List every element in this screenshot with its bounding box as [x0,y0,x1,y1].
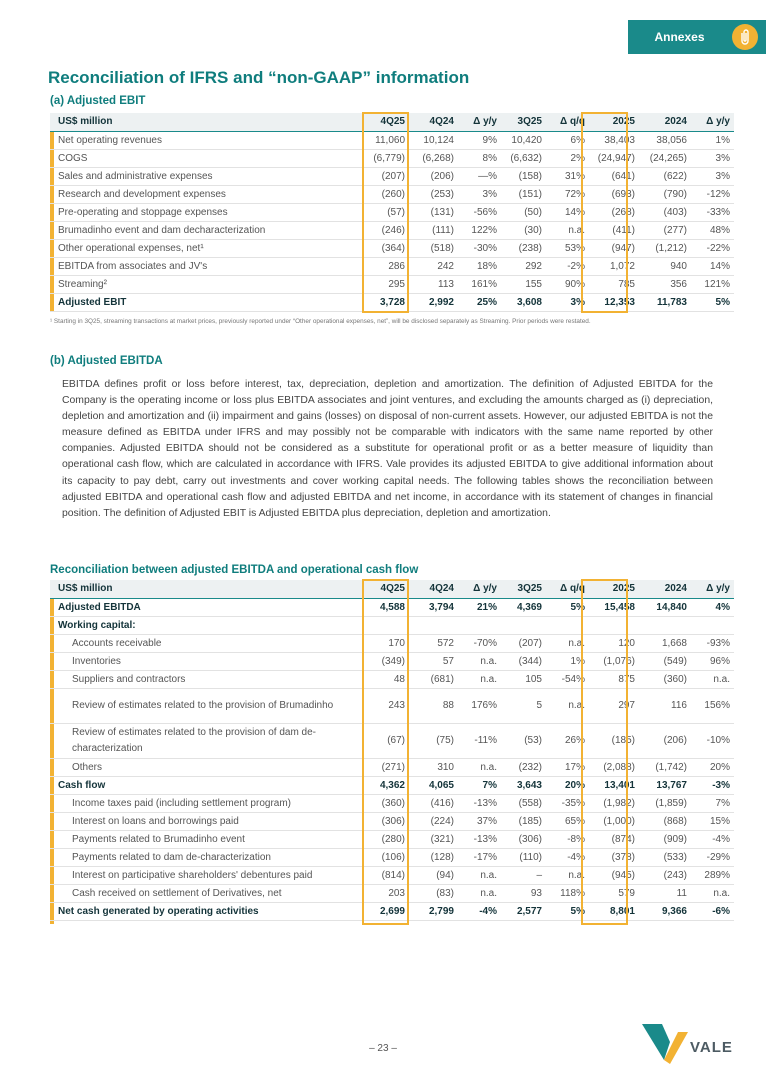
table-cell: 295 [388,278,405,290]
table-cell: (1,859) [655,797,687,809]
column-header: 4Q24 [429,583,454,595]
table-cell: (909) [663,833,687,845]
table-cell: 72% [564,188,585,200]
page-number: – 23 – [369,1043,397,1054]
table-cell: 31% [564,170,585,182]
row-label: Suppliers and contractors [72,673,186,685]
table-cell: (94) [436,869,454,881]
table-cell: (364) [381,242,405,254]
table-cell: -33% [706,206,730,218]
row-label: Cash flow [58,779,106,791]
table-cell: 8,801 [609,905,635,917]
row-label: Inventories [72,655,121,667]
table-cell: 10,420 [511,134,542,146]
table-cell: (224) [430,815,454,827]
column-header: 3Q25 [517,116,542,128]
table-row [50,203,734,221]
table-cell: 96% [709,655,730,667]
table-row [50,866,734,884]
section-c-title: Reconciliation between adjusted EBITDA and operational cash flow [50,564,419,576]
table-cell: -4% [712,833,730,845]
table-cell: -10% [706,735,730,746]
table-cell: 11,060 [375,134,405,146]
table-cell [589,616,639,634]
table-cell: -13% [473,833,497,845]
table-cell: -29% [706,851,730,863]
table-cell: (271) [381,761,405,773]
row-label: Income taxes paid (including settlement program) [72,797,291,809]
table-cell: 118% [560,887,585,899]
row-label: Brumadinho event and dam decharacterization [58,224,266,236]
table-cell: 11 [676,887,687,899]
table-cell: 2,799 [428,905,454,917]
column-header: Δ y/y [473,583,497,595]
row-label: Adjusted EBIT [58,296,127,308]
table-cell: 2,577 [516,905,542,917]
row-label: Accounts receivable [72,637,162,649]
table-cell: 176% [471,700,497,711]
table-cell: -56% [473,206,497,218]
table-cell [639,616,691,634]
table-cell: 875 [618,673,635,685]
table-cell: (50) [524,206,542,218]
row-label: Review of estimates related to the provision of dam de-characterization [72,726,317,754]
table-cell: 2,992 [428,296,454,308]
table-cell: (260) [381,188,405,200]
row-label: Sales and administrative expenses [58,170,213,182]
row-label: Research and development expenses [58,188,226,200]
table-cell: —% [478,170,497,182]
table-cell: 90% [564,278,585,290]
table-cell: 3% [715,170,730,182]
table-cell: (874) [611,833,635,845]
table-cell: (416) [430,797,454,809]
table-cell: 170 [388,637,405,649]
table-row [50,670,734,688]
table-cell: 356 [670,278,687,290]
column-header: Δ q/q [560,116,585,128]
table-cell: 37% [476,815,497,827]
table-cell: 203 [388,887,405,899]
table-cell: (641) [611,170,635,182]
table-row [50,185,734,203]
table-cell: 297 [618,700,635,711]
table-cell: 57 [442,655,454,667]
table-cell: n.a. [568,637,585,649]
table-cell: (53) [524,735,542,746]
table-row [50,257,734,275]
table-cell: (518) [430,242,454,254]
table-cell: (131) [430,206,454,218]
row-label: COGS [58,152,88,164]
table-cell: 13,767 [656,779,687,791]
table-cell: -12% [706,188,730,200]
table-cell: 14,840 [656,601,687,613]
row-label: Other operational expenses, net¹ [58,242,204,254]
table-row [50,131,734,149]
table-cell [501,616,546,634]
table-cell: 20% [564,779,585,791]
table-cell: 1,072 [609,260,635,272]
table-cell: 15,458 [604,601,635,613]
table-cell: (1,742) [655,761,687,773]
table-cell: (151) [518,188,542,200]
table-cell: 120 [618,637,635,649]
table-cell: (403) [663,206,687,218]
table-cell: (306) [381,815,405,827]
column-header: 2025 [612,116,635,128]
table-cell: (1,000) [603,815,635,827]
row-label: EBITDA from associates and JV's [58,260,208,272]
table-cell: 122% [471,224,497,236]
table-cell: -22% [706,242,730,254]
table-cell: 8% [482,152,497,164]
table-row [50,758,734,776]
table-cell: 88 [442,700,454,711]
table-cell: (253) [430,188,454,200]
table-cell: -93% [706,637,730,649]
table-cell: (321) [430,833,454,845]
table-cell: (1,076) [603,655,635,667]
table-cell: 2,699 [379,905,405,917]
table-cell: 155 [525,278,542,290]
table-cell: 21% [476,601,497,613]
table-cell: (57) [387,206,405,218]
table-row [50,884,734,902]
table-cell: -6% [712,905,730,917]
table-cell: (185) [611,735,635,746]
table-cell: 17% [564,761,585,773]
column-header: 4Q25 [380,583,405,595]
table-cell: (6,779) [373,152,405,164]
table-row [50,723,734,758]
table-cell: n.a. [713,887,730,899]
table-cell: 3,643 [516,779,542,791]
row-label: Payments related to Brumadinho event [72,833,245,845]
table-cell: 7% [482,779,497,791]
row-label: Interest on loans and borrowings paid [72,815,239,827]
table-cell: 3% [482,188,497,200]
table-cell: (945) [611,869,635,881]
table-cell: n.a. [568,869,585,881]
table-cell: 1,668 [661,637,687,649]
table-cell: 121% [704,278,730,290]
table-cell: 25% [476,296,497,308]
table-cell: 3,608 [516,296,542,308]
table-cell: 4,065 [428,779,454,791]
row-label: Payments related to dam de-characterization [72,851,271,863]
table-cell: (349) [381,655,405,667]
table-cell: 113 [438,278,454,290]
table-cell: 11,783 [656,296,687,308]
table-row [50,634,734,652]
table-cell: n.a. [480,887,497,899]
table-cell: 48 [393,673,405,685]
row-label: Adjusted EBITDA [58,601,141,613]
table-cell: (206) [663,735,687,746]
table-cell: n.a. [713,673,730,685]
table-cell: 3% [570,296,585,308]
table-cell [691,616,734,634]
table-cell: (83) [436,887,454,899]
table-cell: 9,366 [661,905,687,917]
row-label: Review of estimates related to the provision of Brumadinho [72,699,334,711]
table-cell: (558) [518,797,542,809]
table-row [50,794,734,812]
table-cell: 116 [671,700,687,711]
table-cell: n.a. [480,655,497,667]
table-row [50,776,734,794]
table-cell: 7% [715,797,730,809]
table-cell: (207) [518,637,542,649]
table-cell: 579 [618,887,635,899]
table-cell: (814) [381,869,405,881]
table-cell: -30% [473,242,497,254]
row-label: Streaming² [58,278,107,290]
table-row [50,221,734,239]
table-cell: (622) [663,170,687,182]
table-cell: (360) [663,673,687,685]
column-header: Δ y/y [473,116,497,128]
table-cell: 5 [536,700,542,711]
row-label: Others [72,761,103,773]
table-cell: (6,632) [510,152,542,164]
table-cell: (681) [430,673,454,685]
table-cell: 286 [388,260,405,272]
table-cell: -2% [567,260,585,272]
table-cell: 4,369 [516,601,542,613]
table-cell: 9% [482,134,497,146]
table-cell: (306) [518,833,542,845]
table-cell: (533) [663,851,687,863]
annexes-tab[interactable] [628,20,766,54]
table-cell: (411) [612,224,635,236]
section-a-title: (a) Adjusted EBIT [50,95,146,107]
table-cell: (238) [518,242,542,254]
column-header: US$ million [58,116,113,128]
column-header: 4Q24 [429,116,454,128]
table-a-footnote: ¹ Starting in 3Q25, streaming transactions at market prices, previously reported under “Other operational expenses, net”, will be disclosed separately as Streaming. Prior periods were restated. [50,318,591,325]
page-title: Reconciliation of IFRS and “non-GAAP” information [48,68,470,87]
table-cell: 105 [525,673,542,685]
table-cell: -13% [473,797,497,809]
table-cell: (280) [381,833,405,845]
table-cell: 161% [471,278,497,290]
table-cell: (549) [663,655,687,667]
table-cell: 1% [715,134,730,146]
table-cell: 12,353 [604,296,635,308]
table-cell: 292 [525,260,542,272]
table-row [50,902,734,920]
table-cell: 65% [564,815,585,827]
table-cell: 2% [570,152,585,164]
ebitda-cashflow-table [50,580,734,921]
column-header: 2024 [664,116,687,128]
table-row [50,167,734,185]
table-cell: (106) [381,851,405,863]
row-label: Interest on participative shareholders' debentures paid [72,869,313,881]
row-label: Net operating revenues [58,134,162,146]
table-cell: – [536,869,542,881]
table-cell: 48% [709,224,730,236]
table-row [50,149,734,167]
table-cell: (185) [518,815,542,827]
table-row [50,652,734,670]
table-cell: (268) [611,206,635,218]
table-cell [360,616,409,634]
table-cell: 289% [704,869,730,881]
table-cell [546,616,589,634]
table-cell: (693) [611,188,635,200]
table-cell: -35% [561,797,585,809]
table-cell: (790) [663,188,687,200]
table-row [50,830,734,848]
table-cell: 940 [670,260,687,272]
table-cell: 38,056 [656,134,687,146]
section-b-title: (b) Adjusted EBITDA [50,355,163,367]
table-cell: (24,947) [597,152,635,164]
table-cell: (158) [518,170,542,182]
table-cell: (67) [387,735,405,746]
table-row [50,598,734,616]
table-cell: (110) [519,851,542,863]
table-cell: (30) [524,224,542,236]
table-cell: 243 [388,700,405,711]
table-cell [409,616,458,634]
table-cell: 1% [570,655,585,667]
table-cell: (1,212) [655,242,687,254]
table-cell: 785 [618,278,635,290]
table-cell: (24,265) [649,152,687,164]
table-cell: 4% [715,601,730,613]
table-cell: 5% [570,905,585,917]
table-cell: 14% [709,260,730,272]
table-cell: 26% [564,735,585,746]
table-cell: 242 [437,260,454,272]
table-cell: (243) [663,869,687,881]
column-header: 2025 [612,583,635,595]
table-cell: -54% [561,673,585,685]
column-header: 4Q25 [380,116,405,128]
row-label: Pre-operating and stoppage expenses [58,206,228,218]
adjusted-ebit-table [50,113,734,312]
table-row [50,848,734,866]
table-cell: 572 [437,637,454,649]
table-cell: (868) [663,815,687,827]
table-row [50,688,734,723]
table-cell: -3% [712,779,730,791]
table-cell: -70% [473,637,497,649]
column-header: US$ million [58,583,113,595]
table-cell: 4,362 [379,779,405,791]
vale-logo-text: VALE [690,1039,733,1056]
table-cell: (232) [518,761,542,773]
column-header: Δ q/q [560,583,585,595]
table-cell: -4% [567,851,585,863]
table-cell: 310 [437,761,454,773]
table-cell: 6% [570,134,585,146]
table-cell: (947) [611,242,635,254]
table-cell: (378) [611,851,635,863]
table-cell: (206) [430,170,454,182]
table-cell: (6,268) [422,152,454,164]
table-cell: 3% [715,152,730,164]
row-label: Working capital: [58,619,136,631]
table-cell: 156% [704,700,730,711]
table-cell: 5% [570,601,585,613]
table-cell: 93 [530,887,542,899]
table-row [50,275,734,293]
table-cell: (111) [432,224,454,236]
column-header: 3Q25 [517,583,542,595]
table-cell: (277) [663,224,687,236]
table-cell: 4,588 [379,601,405,613]
table-cell: n.a. [568,700,585,711]
table-cell: 18% [476,260,497,272]
column-header: Δ y/y [706,583,730,595]
table-cell: 14% [564,206,585,218]
annexes-tab-label: Annexes [654,30,705,44]
table-row [50,239,734,257]
table-cell: (246) [381,224,405,236]
table-cell: (344) [518,655,542,667]
table-cell: n.a. [480,673,497,685]
table-cell: 38,403 [604,134,635,146]
table-cell: (360) [381,797,405,809]
table-cell: 3,794 [428,601,454,613]
table-cell: 5% [715,296,730,308]
table-cell: -11% [474,735,497,746]
table-cell: 53% [564,242,585,254]
table-row [50,812,734,830]
table-header-row [50,580,734,598]
table-cell [458,616,501,634]
table-cell: (1,982) [603,797,635,809]
table-cell: 10,124 [423,134,454,146]
row-label: Net cash generated by operating activities [58,905,259,917]
table-header-row [50,113,734,131]
table-cell: n.a. [480,761,497,773]
table-row [50,616,734,634]
vale-logo-icon [640,1020,690,1066]
table-cell: (2,088) [603,761,635,773]
table-cell: -4% [479,905,497,917]
table-cell: (207) [381,170,405,182]
table-cell: 3,728 [379,296,405,308]
table-cell: -17% [473,851,497,863]
ebitda-definition-paragraph: EBITDA defines profit or loss before interest, tax, depreciation, depletion and amortization. The definition of Adjusted EBITDA for the Company is the operating income or loss plus EBITDA associates and joint ventures, and excluding the amounts charged as (i) depreciation, depletion and amortization and (ii) impairment and gains (losses) on disposal of non-current assets. However, our adjusted EBITDA is not the measure defined as EBITDA under IFRS and may possibly not be comparable with indicators with the same name reported by other companies. Adjusted EBITDA should not be considered as a substitute for operational profit or as a better measure of liquidity than operational cash flow, which are calculated in accordance with IFRS. Vale provides its adjusted EBITDA to give additional information about its capacity to pay debt, carry out investments and cover working capital needs. The following tables shows the reconciliation between adjusted EBITDA and operational cash flow and adjusted EBITDA and net income, in accordance with its statement of changes in financial position. The definition of Adjusted EBIT is Adjusted EBITDA plus depreciation, depletion and amortization. [62,379,713,519]
table-cell: 13,401 [604,779,635,791]
paperclip-icon [732,24,758,50]
column-header: Δ y/y [706,116,730,128]
table-cell: n.a. [480,869,497,881]
table-row [50,293,734,311]
table-cell: 15% [709,815,730,827]
table-cell: -8% [567,833,585,845]
column-header: 2024 [664,583,687,595]
table-cell: (128) [430,851,454,863]
table-cell: n.a. [568,224,585,236]
table-cell: (75) [436,735,454,746]
row-label: Cash received on settlement of Derivatives, net [72,887,282,899]
table-cell: 20% [709,761,730,773]
